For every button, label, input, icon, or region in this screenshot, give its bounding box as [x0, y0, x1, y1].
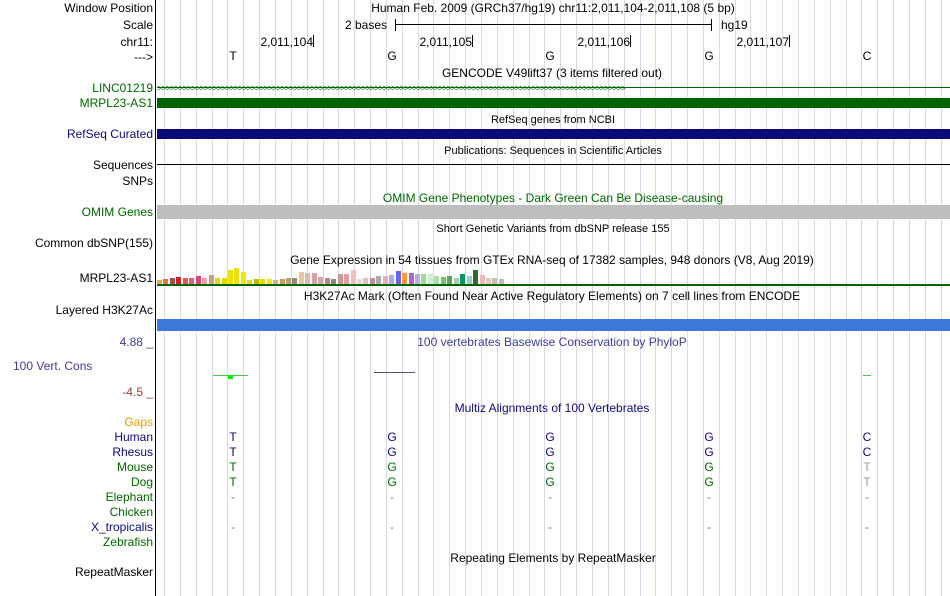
gtex-tissue-bar[interactable] — [196, 276, 201, 284]
scale-left-text: 2 bases — [345, 18, 388, 32]
multiz-base: T — [863, 460, 871, 474]
multiz-base: G — [545, 460, 555, 474]
gtex-tissue-bar[interactable] — [241, 272, 246, 284]
strand-label: ---> — [134, 50, 153, 64]
gtex-tissue-bar[interactable] — [351, 270, 356, 284]
multiz-species-label[interactable]: Dog — [130, 475, 153, 489]
linc01219-label[interactable]: LINC01219 — [92, 81, 153, 95]
publications-track-title[interactable]: Publications: Sequences in Scientific Articles — [444, 145, 662, 157]
multiz-base: T — [229, 475, 237, 489]
ref-base: G — [545, 49, 555, 63]
refseq-curated-label[interactable]: RefSeq Curated — [66, 127, 153, 141]
multiz-base: - — [548, 490, 552, 504]
multiz-base: T — [229, 445, 237, 459]
multiz-base: C — [862, 445, 872, 459]
gtex-tissue-bar[interactable] — [409, 273, 414, 284]
ref-base: G — [704, 49, 714, 63]
multiz-species-label[interactable]: Chicken — [109, 505, 153, 519]
h3k27ac-track-title[interactable]: H3K27Ac Mark (Often Found Near Active Regulatory Elements) on 7 cell lines from ENCODE — [303, 289, 801, 303]
multiz-base: - — [231, 520, 235, 534]
multiz-species-label[interactable]: Rhesus — [112, 445, 153, 459]
multiz-base: - — [707, 490, 711, 504]
gtex-tissue-bar[interactable] — [312, 273, 317, 284]
h3k27ac-label[interactable]: Layered H3K27Ac — [55, 303, 153, 317]
gtex-tissue-bar[interactable] — [344, 274, 349, 284]
multiz-species-label[interactable]: X_tropicalis — [90, 520, 153, 534]
phylop-signal — [374, 372, 415, 373]
gtex-tissue-bar[interactable] — [376, 276, 381, 284]
multiz-species-label[interactable]: Zebrafish — [102, 535, 153, 549]
phylop-track-title[interactable]: 100 vertebrates Basewise Conservation by PhyloP — [417, 335, 687, 349]
multiz-base: G — [704, 475, 714, 489]
label-column-divider — [155, 0, 156, 596]
gtex-track-title[interactable]: Gene Expression in 54 tissues from GTEx RNA-seq of 17382 samples, 948 donors (V8, Aug 2019) — [290, 253, 814, 267]
scale-bar-right-tick — [711, 19, 712, 31]
ref-base: T — [229, 49, 237, 63]
refseq-track-title[interactable]: RefSeq genes from NCBI — [490, 114, 616, 126]
sequences-feature-line[interactable] — [157, 164, 950, 165]
gtex-tissue-bar[interactable] — [176, 277, 181, 284]
multiz-base: - — [865, 520, 869, 534]
multiz-base: - — [548, 520, 552, 534]
gtex-tissue-bar[interactable] — [396, 271, 401, 284]
multiz-species-label[interactable]: Human — [114, 430, 153, 444]
coord-tick — [789, 35, 790, 47]
multiz-base: T — [229, 430, 237, 444]
gtex-tissue-bar[interactable] — [299, 272, 304, 284]
coord-tick — [630, 35, 631, 47]
scale-label: Scale — [122, 18, 153, 32]
sequences-label[interactable]: Sequences — [92, 158, 153, 172]
scale-bar-left-tick — [395, 19, 396, 31]
multiz-base: C — [862, 430, 872, 444]
repeatmasker-track-title[interactable]: Repeating Elements by RepeatMasker — [450, 551, 656, 565]
chrom-label: chr11: — [120, 35, 153, 49]
gtex-tissue-bar[interactable] — [389, 275, 394, 284]
multiz-base: G — [387, 475, 397, 489]
phylop-max-label: 4.88 _ — [119, 335, 153, 349]
gtex-tissue-bar[interactable] — [460, 274, 465, 284]
multiz-base: G — [387, 430, 397, 444]
repeatmasker-label[interactable]: RepeatMasker — [74, 565, 153, 579]
coord-label: 2,011,107 — [736, 35, 789, 49]
gtex-tissue-bar[interactable] — [318, 277, 323, 284]
multiz-base: G — [704, 445, 714, 459]
multiz-species-label[interactable]: Mouse — [116, 460, 153, 474]
multiz-base: G — [545, 475, 555, 489]
gaps-label[interactable]: Gaps — [124, 415, 153, 429]
omim-genes-label[interactable]: OMIM Genes — [81, 205, 153, 219]
gtex-tissue-bar[interactable] — [415, 274, 420, 284]
gtex-tissue-bar[interactable] — [480, 275, 485, 284]
gtex-tissue-bar[interactable] — [402, 273, 407, 284]
gtex-tissue-bar[interactable] — [338, 274, 343, 284]
scale-bar — [395, 24, 712, 25]
mrpl23-as1-feature[interactable] — [157, 98, 950, 108]
coord-label: 2,011,104 — [260, 35, 313, 49]
multiz-base: G — [545, 445, 555, 459]
multiz-track-title[interactable]: Multiz Alignments of 100 Vertebrates — [454, 401, 650, 415]
coord-tick — [472, 35, 473, 47]
phylop-signal-peak — [228, 375, 233, 379]
scale-right-text: hg19 — [721, 18, 748, 32]
window-position-value: Human Feb. 2009 (GRCh37/hg19) chr11:2,011,104-2,011,108 (5 bp) — [371, 1, 735, 15]
multiz-base: G — [704, 430, 714, 444]
phylop-min-label: -4.5 _ — [122, 385, 153, 399]
gtex-tissue-bar[interactable] — [467, 276, 472, 284]
gtex-tissue-bar[interactable] — [441, 277, 446, 284]
dbsnp-track-title[interactable]: Short Genetic Variants from dbSNP release 155 — [436, 223, 670, 235]
gtex-tissue-bar[interactable] — [383, 276, 388, 284]
phylop-track-label[interactable]: 100 Vert. Cons — [13, 359, 93, 373]
multiz-base: - — [231, 490, 235, 504]
omim-feature[interactable] — [157, 205, 950, 219]
gtex-tissue-bar[interactable] — [209, 275, 214, 284]
multiz-base: - — [707, 520, 711, 534]
ref-base: G — [387, 49, 397, 63]
coord-tick — [313, 35, 314, 47]
snps-label[interactable]: SNPs — [122, 174, 153, 188]
coord-label: 2,011,106 — [577, 35, 630, 49]
gtex-tissue-bar[interactable] — [428, 274, 433, 284]
multiz-base: G — [387, 460, 397, 474]
linc01219-feature-arrows[interactable]: >>>>>>>>>>>>>>>>>>>>>>>>>>>>>>>>>>>>>>>>>>>>>>>>>>>>>>>>>>>>>>>>>>>>>>>>>>>>>>>>>>>>>>>>>>>>>>>>>>>>>>>>>>>>>> — [157, 82, 950, 94]
gtex-tissue-bar[interactable] — [473, 270, 478, 284]
multiz-base: - — [390, 490, 394, 504]
gtex-tissue-bar[interactable] — [234, 268, 239, 284]
multiz-base: T — [863, 475, 871, 489]
coord-label: 2,011,105 — [419, 35, 472, 49]
omim-track-title[interactable]: OMIM Gene Phenotypes - Dark Green Can Be Disease-causing — [382, 191, 724, 205]
gtex-gene-label[interactable]: MRPL23-AS1 — [79, 271, 153, 285]
gtex-tissue-bar[interactable] — [434, 276, 439, 284]
multiz-base: G — [704, 460, 714, 474]
gtex-expression-bars[interactable] — [157, 266, 950, 284]
gtex-tissue-bar[interactable] — [228, 270, 233, 284]
gtex-baseline — [157, 284, 950, 286]
gencode-track-title[interactable]: GENCODE V49lift37 (3 items filtered out) — [441, 66, 663, 80]
window-position-label: Window Position — [64, 1, 153, 15]
gtex-tissue-bar[interactable] — [447, 276, 452, 284]
refseq-feature[interactable] — [157, 129, 950, 139]
multiz-species-label[interactable]: Elephant — [105, 490, 153, 504]
gtex-tissue-bar[interactable] — [305, 273, 310, 284]
common-dbsnp-label[interactable]: Common dbSNP(155) — [34, 236, 153, 250]
mrpl23-as1-label[interactable]: MRPL23-AS1 — [79, 96, 153, 110]
h3k27ac-signal[interactable] — [157, 319, 950, 331]
phylop-signal — [863, 375, 871, 376]
multiz-base: - — [390, 520, 394, 534]
multiz-base: G — [387, 445, 397, 459]
ref-base: C — [862, 49, 872, 63]
multiz-base: G — [545, 430, 555, 444]
gtex-tissue-bar[interactable] — [421, 274, 426, 284]
multiz-base: T — [229, 460, 237, 474]
multiz-base: - — [865, 490, 869, 504]
